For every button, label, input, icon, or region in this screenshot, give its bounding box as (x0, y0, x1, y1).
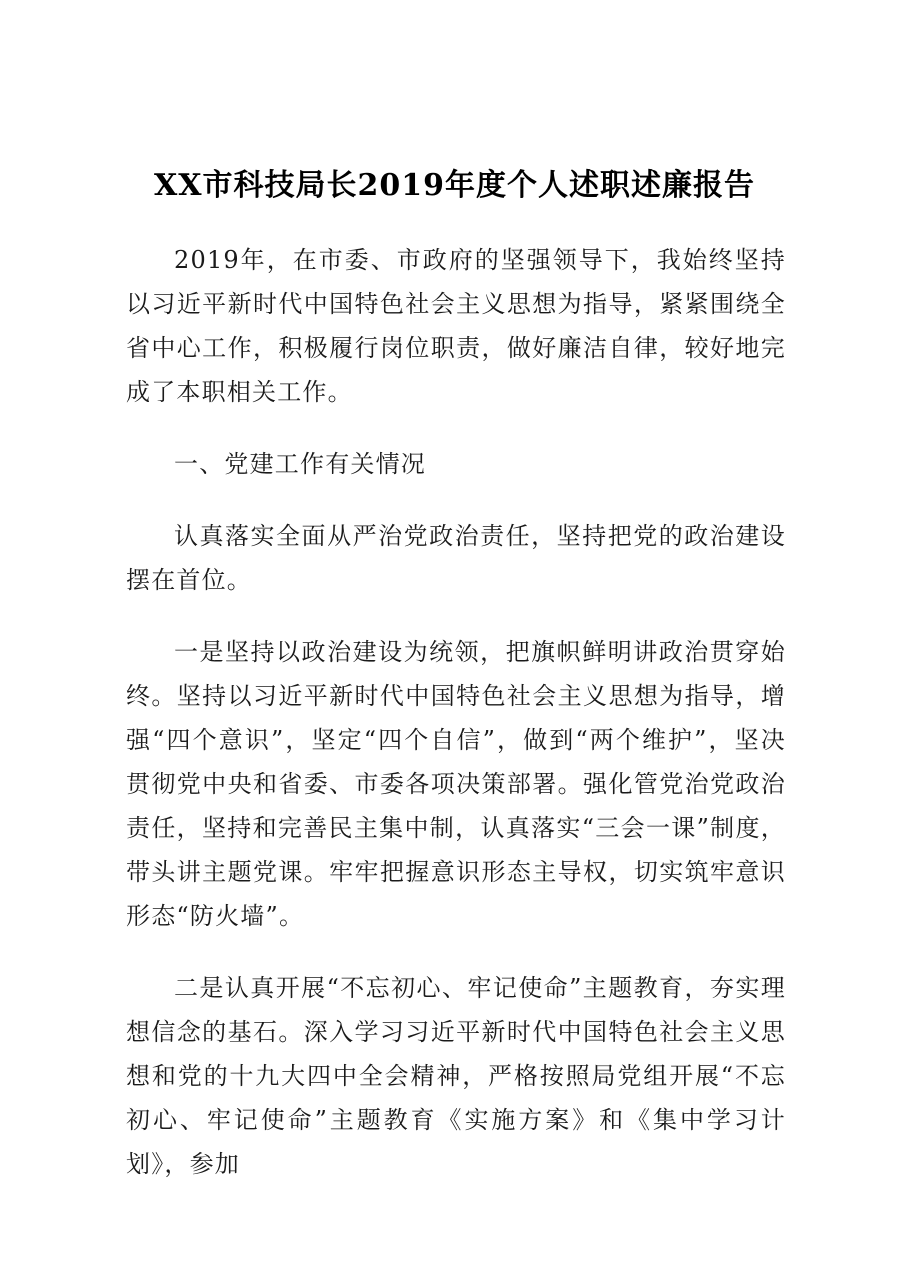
paragraph-theme-education: 二是认真开展“不忘初心、牢记使命”主题教育，夯实理想信念的基石。深入学习习近平新时代中国特色社会主义思想和党的十九大四中全会精神，严格按照局党组开展“不忘初心、牢记使命”主题教育《实施方案》和《集中学习计划》，参加 (126, 974, 786, 1178)
paragraph-political-construction: 一是坚持以政治建设为统领，把旗帜鲜明讲政治贯穿始终。坚持以习近平新时代中国特色社会主义思想为指导，增强“四个意识”，坚定“四个自信”，做到“两个维护”，坚决贯彻党中央和省委、市委各项决策部署。强化管党治党政治责任，坚持和完善民主集中制，认真落实“三会一课”制度，带头讲主题党课。牢牢把握意识形态主导权，切实筑牢意识形态“防火墙”。 (126, 638, 786, 930)
document-title: XX市科技局长2019年度个人述职述廉报告 (153, 168, 756, 203)
section-heading-party-building: 一、党建工作有关情况 (174, 450, 426, 478)
paragraph-intro: 2019年，在市委、市政府的坚强领导下，我始终坚持以习近平新时代中国特色社会主义思想为指导，紧紧围绕全省中心工作，积极履行岗位职责，做好廉洁自律，较好地完成了本职相关工作。 (126, 246, 786, 406)
document-body (126, 238, 786, 1214)
paragraph-party-responsibility: 认真落实全面从严治党政治责任，坚持把党的政治建设摆在首位。 (126, 522, 786, 594)
